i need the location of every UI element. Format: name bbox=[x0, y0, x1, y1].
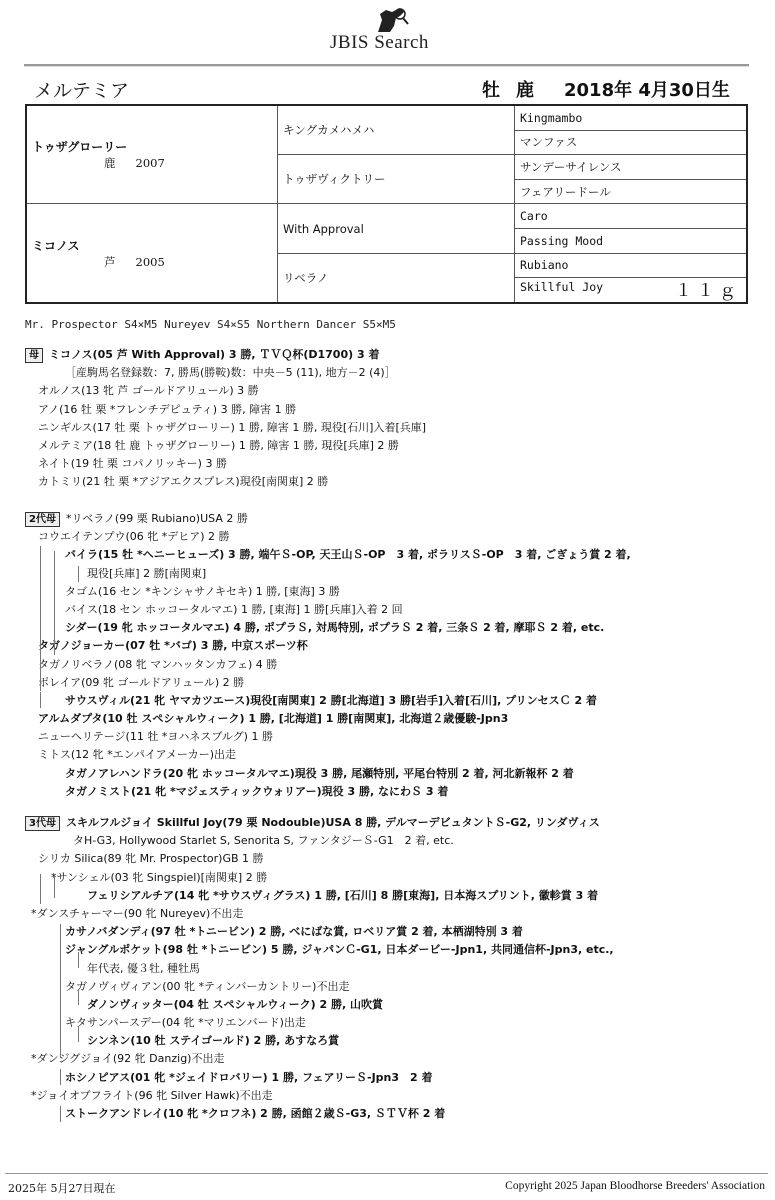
family-line[interactable]: シリカ Silica(89 牝 Mr. Prospector)GB 1 勝 bbox=[38, 852, 264, 866]
pedigree-ancestor[interactable]: Passing Mood bbox=[515, 229, 748, 254]
family-line[interactable]: ストークアンドレイ(10 牝 *クロフネ) 2 勝, 函館２歳Ｓ-G3, ＳＴＶ杯 2 着 bbox=[65, 1107, 446, 1120]
family-line[interactable]: アノ(16 牡 栗 *フレンチデピュティ) 3 勝, 障害 1 勝 bbox=[38, 402, 297, 416]
family-line: 年代表, 優３牡, 種牡馬 bbox=[87, 961, 200, 975]
as-of-date: 2025年 5月27日現在 bbox=[8, 1182, 116, 1195]
dam-year: 2005 bbox=[135, 254, 165, 269]
family-line[interactable]: ジャングルポケット(98 牡 *トニービン) 5 勝, ジャパンＣ-G1, 日本ダービー-Jpn1, 共同通信杯-Jpn3, etc., bbox=[65, 943, 614, 957]
horse-birthdate: 2018年 4月30日生 bbox=[564, 80, 730, 101]
family-line[interactable]: タガノミスト(21 牝 *マジェスティックウォリアー)現役 3 勝, なにわＳ 3 着 bbox=[65, 784, 449, 798]
tree-connector bbox=[54, 874, 55, 898]
jbis-search-logo bbox=[330, 6, 460, 52]
horse-coat: 鹿 bbox=[516, 80, 534, 101]
pedigree-sire[interactable] bbox=[26, 105, 278, 204]
footer-rule bbox=[5, 1173, 768, 1174]
tree-connector bbox=[60, 1106, 61, 1122]
pedigree-ancestor[interactable]: マンファス bbox=[515, 130, 748, 155]
pedigree-sire-dam[interactable]: トゥザヴィクトリー bbox=[278, 155, 515, 204]
family-line[interactable]: サウスヴィル(21 牝 ヤマカツエース)現役[南関東] 2 勝[北海道] 3 勝[岩手]入着[石川], プリンセスＣ 2 着 bbox=[65, 693, 597, 707]
family-number: １１ｇ bbox=[675, 280, 741, 301]
tree-connector bbox=[40, 874, 41, 904]
family-line[interactable]: コウエイテンプウ(06 牝 *デヒア) 2 勝 bbox=[38, 530, 230, 544]
family-line[interactable]: タガノヴィヴィアン(00 牝 *ティンバーカントリー)不出走 bbox=[65, 979, 350, 993]
tree-connector bbox=[78, 566, 79, 582]
family-line[interactable]: メルテミア(18 牡 鹿 トゥザグローリー) 1 勝, 障害 1 勝, 現役[兵庫] 2 勝 bbox=[38, 438, 399, 452]
header-rule bbox=[24, 64, 749, 67]
tree-connector bbox=[40, 546, 41, 691]
sire-coat: 鹿 bbox=[104, 156, 116, 171]
family-line[interactable]: シダー(19 牝 ホッコータルマエ) 4 勝, ポプラＳ, 対馬特別, ポプラＳ 2 着, 三条Ｓ 2 着, 摩耶Ｓ 2 着, etc. bbox=[65, 621, 605, 635]
pedigree-ancestor[interactable]: フェアリードール bbox=[515, 179, 748, 204]
dam-family-section bbox=[25, 346, 755, 492]
family-line[interactable]: フェリシアルチア(14 牝 *サウスヴィグラス) 1 勝, [石川] 8 勝[東海], 日本海スプリント, 徽軫賞 3 着 bbox=[87, 888, 599, 902]
tree-connector bbox=[60, 1069, 61, 1085]
family-line[interactable]: *ダンジグジョイ(92 牝 Danzig)不出走 bbox=[31, 1052, 225, 1066]
section-tag: 2代母 bbox=[25, 512, 60, 527]
family-line[interactable]: *ダンスチャーマー(90 牝 Nureyev)不出走 bbox=[31, 906, 244, 920]
family-line[interactable]: *ジョイオブフライト(96 牝 Silver Hawk)不出走 bbox=[31, 1088, 273, 1102]
tree-connector bbox=[78, 952, 79, 968]
pedigree-dam[interactable] bbox=[26, 204, 278, 303]
family-line[interactable]: ネイト(19 牡 栗 コパノリッキー) 3 勝 bbox=[38, 457, 227, 471]
dam-coat: 芦 bbox=[104, 254, 116, 269]
family-line[interactable]: オルノス(13 牝 芦 ゴールドアリュール) 3 勝 bbox=[38, 384, 259, 398]
tree-connector bbox=[54, 551, 55, 655]
logo-text: JBIS Search bbox=[330, 32, 429, 53]
family-line[interactable]: タガノジョーカー(07 牡 *バゴ) 3 勝, 中京スポーツ杯 bbox=[38, 639, 308, 653]
dam-name: ミコノス bbox=[32, 238, 80, 253]
horse-name: メルテミア bbox=[34, 80, 130, 102]
family-line[interactable]: *サンシェル(03 牝 Singspiel)[南関東] 2 勝 bbox=[51, 870, 268, 884]
pedigree-ancestor[interactable]: サンデーサイレンス bbox=[515, 155, 748, 180]
tree-connector bbox=[40, 692, 41, 708]
pedigree-ancestor-last[interactable] bbox=[515, 278, 748, 303]
section-tag: 母 bbox=[25, 348, 43, 363]
copyright: Copyright 2025 Japan Bloodhorse Breeders' Association bbox=[505, 1180, 765, 1192]
pedigree-ancestor[interactable]: Rubiano bbox=[515, 253, 748, 278]
tree-connector bbox=[78, 1026, 79, 1042]
family-line: ミコノス(05 芦 With Approval) 3 勝, ＴＶＱ杯(D1700) 3 着 bbox=[49, 348, 380, 361]
pedigree-dam-dam[interactable]: リベラノ bbox=[278, 253, 515, 303]
family-line[interactable]: ポレイア(09 牝 ゴールドアリュール) 2 勝 bbox=[38, 675, 245, 689]
inbreeding-summary: Mr. Prospector S4×M5 Nureyev S4×S5 Northern Dancer S5×M5 bbox=[25, 318, 396, 331]
family-line[interactable]: スキルフルジョイ Skillful Joy(79 栗 Nodouble)USA 8 勝, デルマーデビュタントＳ-G2, リンダヴィス bbox=[65, 816, 600, 829]
tree-connector bbox=[60, 924, 61, 1058]
family-line[interactable]: バイラ(15 牡 *ヘニーヒューズ) 3 勝, 端午Ｓ-OP, 天王山Ｓ-OP 3 着, ポラリスＳ-OP 3 着, ごぎょう賞 2 着, bbox=[65, 548, 631, 562]
sire-name: トゥザグローリー bbox=[32, 140, 128, 155]
family-line[interactable]: タガノリベラノ(08 牝 マンハッタンカフェ) 4 勝 bbox=[38, 657, 278, 671]
family-line[interactable]: カサノバダンディ(97 牡 *トニービン) 2 勝, べにばな賞, ロベリア賞 2 着, 本栖湖特別 3 着 bbox=[65, 925, 523, 939]
family-line[interactable]: ニンギルス(17 牡 栗 トゥザグローリー) 1 勝, 障害 1 勝, 現役[石川]入着[兵庫] bbox=[38, 420, 427, 434]
horse-logo-icon bbox=[370, 6, 414, 34]
family-line[interactable]: バイス(18 セン ホッコータルマエ) 1 勝, [東海] 1 勝[兵庫]入着 2 回 bbox=[65, 602, 403, 616]
family-line: タH-G3, Hollywood Starlet S, Senorita S, ファンタジーＳ-G1 2 着, etc. bbox=[73, 834, 454, 848]
family-line: *リベラノ(99 栗 Rubiano)USA 2 勝 bbox=[65, 512, 248, 525]
pedigree-table bbox=[25, 104, 748, 304]
family-line[interactable]: カトミリ(21 牡 栗 *アジアエクスプレス)現役[南関東] 2 勝 bbox=[38, 475, 329, 489]
tree-connector bbox=[78, 989, 79, 1005]
horse-header bbox=[34, 76, 744, 102]
second-dam-section bbox=[25, 510, 755, 801]
family-line[interactable]: キタサンパースデー(04 牝 *マリエンバード)出走 bbox=[65, 1016, 306, 1030]
family-line[interactable]: タゴム(16 セン *キンシャサノキセキ) 1 勝, [東海] 3 勝 bbox=[65, 584, 340, 598]
third-dam-section bbox=[25, 814, 755, 1123]
family-line[interactable]: シンネン(10 牡 ステイゴールド) 2 勝, あすなろ賞 bbox=[87, 1034, 340, 1048]
family-line[interactable]: タガノアレハンドラ(20 牝 ホッコータルマエ)現役 3 勝, 尾瀬特別, 平尾台特別 2 着, 河北新報杯 2 着 bbox=[65, 766, 574, 780]
section-tag: 3代母 bbox=[25, 816, 60, 831]
family-line: ［産駒馬名登録数：7, 勝馬(勝鞍)数：中央－5 (11), 地方－2 (4)］ bbox=[65, 366, 396, 380]
family-line: 現役[兵庫] 2 勝[南関東] bbox=[87, 566, 207, 580]
pedigree-sire-sire[interactable]: キングカメハメハ bbox=[278, 105, 515, 155]
family-line[interactable]: アルムダプタ(10 牡 スペシャルウィーク) 1 勝, [北海道] 1 勝[南関東], 北海道２歳優駿-Jpn3 bbox=[38, 712, 509, 726]
family-line[interactable]: ミトス(12 牝 *エンパイアメーカー)出走 bbox=[38, 748, 236, 762]
pedigree-dam-sire[interactable]: With Approval bbox=[278, 204, 515, 253]
pedigree-ancestor[interactable]: Caro bbox=[515, 204, 748, 229]
ancestor-name: Skillful Joy bbox=[520, 279, 604, 294]
pedigree-ancestor[interactable]: Kingmambo bbox=[515, 105, 748, 130]
family-line[interactable]: ニューヘリテージ(11 牡 *ヨハネスブルグ) 1 勝 bbox=[38, 730, 273, 744]
family-line[interactable]: ダノンヴィッター(04 牡 スペシャルウィーク) 2 勝, 山吹賞 bbox=[87, 997, 384, 1011]
family-line[interactable]: ホシノピアス(01 牝 *ジェイドロバリー) 1 勝, フェアリーＳ-Jpn3 2 着 bbox=[65, 1070, 433, 1084]
sire-year: 2007 bbox=[135, 156, 165, 171]
horse-sex: 牡 bbox=[482, 80, 500, 101]
